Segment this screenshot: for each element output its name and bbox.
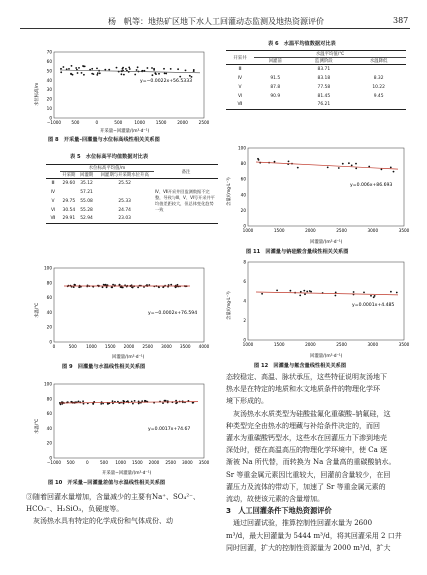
fig9-point xyxy=(170,284,172,286)
fig9-point xyxy=(119,284,121,286)
fig12-trendline xyxy=(256,292,398,295)
fig10-ytick: 60 xyxy=(46,411,52,417)
table5-cell: 24.74 xyxy=(118,207,131,213)
table6-cell: Ⅵ xyxy=(237,93,243,99)
table5-cell: 55.08 xyxy=(80,198,93,204)
fig10-point xyxy=(141,400,143,402)
table6-cell: Ⅳ xyxy=(237,75,243,81)
fig8-point xyxy=(116,67,118,69)
fig11-xtick: 2500 xyxy=(336,228,347,233)
fig9-point xyxy=(73,286,75,288)
table6-cell: 10.22 xyxy=(372,84,385,90)
fig8-point xyxy=(147,67,149,69)
fig12-point xyxy=(304,293,306,295)
fig10-point xyxy=(112,400,114,402)
fig9-point xyxy=(132,287,134,289)
fig8-point xyxy=(185,70,187,72)
fig9-point xyxy=(74,284,76,286)
table6-h-recharge: 回灌前 xyxy=(268,59,282,64)
fig10-point xyxy=(100,403,102,405)
table5-cell xyxy=(60,188,78,197)
fig11-point xyxy=(348,162,350,164)
right-text-line: 灌水为重碳酸钙型水，这些水在回灌压力下渗到地壳 xyxy=(226,434,387,443)
table5-h-recharge: 回灌期 xyxy=(79,173,94,178)
fig12-point xyxy=(353,291,355,293)
fig8-point xyxy=(78,67,80,69)
fig8-point xyxy=(89,69,91,71)
right-text-line: 渐被 Na 所代替，而转换为 Na 含量高的重碳酸钠水。 xyxy=(226,458,396,467)
fig10-point xyxy=(162,402,164,404)
fig12-point xyxy=(299,295,301,297)
fig11-trendline xyxy=(256,162,398,169)
fig8-ytick: 50 xyxy=(46,68,52,74)
fig8-xtick: 500 xyxy=(114,120,123,125)
fig8-point xyxy=(125,68,127,70)
fig12-xtick: 2500 xyxy=(336,342,347,347)
fig8-point xyxy=(68,68,70,70)
right-text-line: 灰汤热水水质类型为硅酸盐氟化重碳酸–钠氟硅，这 xyxy=(226,409,391,418)
fig11-ytick: 60 xyxy=(240,176,246,182)
fig10-point xyxy=(78,401,80,403)
fig12-xtick: 1000 xyxy=(242,342,254,347)
fig12-xtick: 3500 xyxy=(398,342,410,347)
fig8-point xyxy=(96,68,98,70)
fig12-ytick: 2 xyxy=(243,318,246,323)
fig8-xtick: 1500 xyxy=(155,120,167,125)
fig9-point xyxy=(143,286,145,288)
fig10-point xyxy=(132,403,134,405)
table5-note: Ⅳ、Ⅶ开采井回监测数据不完整，导致与Ⅲ、Ⅴ、Ⅵ号开采井平均值差距较大，但总体变化趋势一致 xyxy=(155,189,215,212)
table5-cell: 52.94 xyxy=(80,216,93,222)
page-number: 387 xyxy=(393,16,409,25)
running-header: 杨 帆等：地热矿区地下水人工回灌动态监测及地热资源评价 xyxy=(108,17,324,26)
table6-cell: Ⅴ xyxy=(238,84,242,90)
fig9-xtick: 2000 xyxy=(123,344,135,349)
fig12-point xyxy=(363,292,365,294)
fig8-point xyxy=(108,69,110,71)
right-text-line: 态较稳定、高温、脉状承压，这些特征说明灰汤地下 xyxy=(226,373,387,381)
fig11-xtick: 3500 xyxy=(398,228,410,233)
fig8-frame xyxy=(54,52,204,118)
fig8-point xyxy=(83,74,85,76)
fig9-equation: y=−0.0002x+76.594 xyxy=(148,311,198,316)
fig8-point xyxy=(63,66,65,68)
fig9-caption: 图 9 回灌量与水温线性相关关系图 xyxy=(62,364,146,370)
fig11-point xyxy=(288,161,290,163)
fig12-point xyxy=(370,295,372,297)
fig8-point xyxy=(121,73,123,75)
fig8-point xyxy=(129,68,131,70)
table5-cell: 25.52 xyxy=(118,180,131,186)
fig8-ytick: 60 xyxy=(46,58,52,64)
fig9-xtick: 1000 xyxy=(86,344,97,349)
fig8-point xyxy=(152,74,154,76)
table5-cell: Ⅶ xyxy=(50,216,56,222)
fig10-xtick: −1000 xyxy=(46,460,62,465)
table5-cell: 55.28 xyxy=(80,207,93,213)
table5-cell: 25.33 xyxy=(118,198,131,204)
table6-h-drop: 水温降低 xyxy=(369,59,388,64)
fig9-point xyxy=(168,284,170,286)
fig9-ytick: 40 xyxy=(46,309,52,315)
fig9-point xyxy=(104,284,106,286)
fig10-ytick: 80 xyxy=(46,396,52,402)
fig8-point xyxy=(163,68,165,70)
fig11-xlabel: 回灌量/(m³·d⁻¹) xyxy=(310,240,343,245)
table5-cell: Ⅴ xyxy=(51,198,55,204)
fig8-point xyxy=(193,70,195,72)
table6-cell: 77.58 xyxy=(317,84,331,90)
left-text-line: HCO₃⁻、H₂SiO₃，负硬度等。 xyxy=(26,505,124,514)
fig11-ylabel: 含量/(mg·L⁻¹) xyxy=(227,177,232,206)
fig11-point xyxy=(297,167,299,169)
left-text-line: ③随着回灌水量增加，含量减少的主要有Na⁺、SO₄²⁻、 xyxy=(26,493,200,501)
fig9-point xyxy=(175,286,177,288)
left-text-block xyxy=(26,491,218,528)
fig10-caption: 图 10 开采量−回灌量差值与水温线性相关关系图 xyxy=(48,480,166,486)
table5-h-well xyxy=(46,165,60,179)
table6-cell: Ⅶ xyxy=(237,102,243,108)
fig11-equation: y=0.006x+86.693 xyxy=(350,183,393,188)
fig12-point xyxy=(374,295,376,297)
fig12-ytick: 6 xyxy=(243,279,246,284)
fig9-xtick: 1500 xyxy=(104,344,116,349)
fig8-xlabel: 开采量−回灌量/(m³·d⁻¹) xyxy=(100,129,150,134)
fig9-ytick: 20 xyxy=(46,324,52,330)
fig8-point xyxy=(91,73,93,75)
fig10-xtick: 2000 xyxy=(148,460,160,465)
fig9-ytick: 80 xyxy=(46,280,52,286)
table6-title: 表 6 水温平均值数据对比表 xyxy=(268,41,336,47)
fig12-xtick: 1500 xyxy=(273,342,285,347)
right-text-block xyxy=(226,371,416,554)
table6-cell: 8.32 xyxy=(373,75,384,81)
fig8-point xyxy=(82,65,84,67)
table6 xyxy=(226,50,406,110)
table5-title: 表 5 水位标高平均值数据对比表 xyxy=(70,154,149,160)
fig10-point xyxy=(123,403,125,405)
fig8-xtick: −1000 xyxy=(46,120,62,125)
fig9-point xyxy=(146,284,148,286)
table5-h-diff: 回灌期与开采期水位升高 xyxy=(100,173,149,178)
fig10-point xyxy=(165,400,167,402)
fig12-point xyxy=(261,293,263,295)
fig8-point xyxy=(164,73,166,75)
fig12-point xyxy=(396,292,398,294)
fig8-point xyxy=(75,67,77,69)
fig8-point xyxy=(71,65,73,67)
table6-cell: 9.45 xyxy=(373,93,384,99)
fig9-ylabel: 水温/℃ xyxy=(35,302,40,318)
fig9-point xyxy=(177,284,179,286)
fig8-ytick: 10 xyxy=(46,106,52,112)
fig9-frame xyxy=(54,268,204,342)
fig8-point xyxy=(191,76,193,78)
table5-cell xyxy=(95,188,154,197)
fig12-xtick: 2000 xyxy=(305,342,316,347)
table6-cell: Ⅲ xyxy=(238,66,242,72)
fig11-xtick: 1500 xyxy=(273,228,285,233)
right-text-line: Sr 等重金属元素因比重较大，回灌前含量较少，在回 xyxy=(226,470,391,479)
fig8-ytick: 0 xyxy=(49,115,52,121)
fig8-point xyxy=(77,72,79,74)
fig8-point xyxy=(60,68,62,70)
fig9-xtick: 2500 xyxy=(142,344,154,349)
table6-cell: 76.21 xyxy=(317,102,331,108)
fig8-point xyxy=(123,74,125,76)
fig8-point xyxy=(177,68,179,70)
right-text-line: m³/d，最大回灌量为 5444 m³/d，将其回灌采用 2 口井 xyxy=(226,531,402,540)
table6-cell xyxy=(254,101,296,110)
right-text-line: 热水是在特定的地质和水文地质条件的物理化学环 xyxy=(226,385,380,394)
fig8-point xyxy=(122,67,124,69)
table6-cell: 83.18 xyxy=(317,75,331,81)
fig11-point xyxy=(381,169,383,171)
fig11-ytick: 100 xyxy=(238,145,246,151)
fig8-ylabel: 水位标高/m xyxy=(35,82,40,106)
right-text-line: 通过回灌试验，推算控制性回灌水量为 2600 xyxy=(226,519,373,528)
fig10-xtick: 0 xyxy=(85,460,89,465)
fig9-point xyxy=(137,287,139,289)
fig10-xtick: 2500 xyxy=(165,460,177,465)
fig8-ytick: 20 xyxy=(46,96,52,102)
fig9-ytick: 60 xyxy=(46,295,52,301)
fig10-xtick: 1000 xyxy=(115,460,127,465)
fig8-point xyxy=(153,69,155,71)
fig8-point xyxy=(97,72,99,74)
fig10-ytick: 40 xyxy=(46,425,52,431)
fig10-chart xyxy=(30,378,210,476)
fig11-point xyxy=(368,166,370,168)
table5-cell: Ⅲ xyxy=(51,180,55,186)
table6-h-well: 开采井 xyxy=(233,55,247,61)
fig8-point xyxy=(136,69,138,71)
fig8-point xyxy=(60,71,62,73)
fig10-xtick: 3500 xyxy=(198,460,210,465)
table6-cell: 87.8 xyxy=(270,84,281,90)
table6-cell xyxy=(254,65,296,74)
fig9-ytick: 0 xyxy=(49,339,52,345)
fig10-point xyxy=(82,400,84,402)
fig9-xlabel: 回灌量/(m³·d⁻¹) xyxy=(112,355,145,360)
right-text-line: 种类型完全由热水的埋藏与补给条件决定的，而回 xyxy=(226,421,380,430)
table6-cell: 83.71 xyxy=(317,66,331,72)
fig10-ytick: 20 xyxy=(46,440,52,446)
fig9-point xyxy=(102,286,104,288)
fig9-ytick: 100 xyxy=(44,265,52,271)
table5-cell: 29.75 xyxy=(62,198,76,204)
fig11-point xyxy=(342,163,344,165)
table5-cell: 35.12 xyxy=(80,180,93,186)
table6-h-monitor: 监测阶段 xyxy=(315,59,333,64)
fig11-ytick: 20 xyxy=(240,207,246,213)
fig11-point xyxy=(351,165,353,167)
fig12-ylabel: 含量/(mg·L⁻¹) xyxy=(227,291,232,320)
fig8-chart xyxy=(30,48,210,134)
fig8-ytick: 30 xyxy=(46,87,52,93)
fig8-xtick: 0 xyxy=(95,120,99,125)
fig11-point xyxy=(393,171,395,173)
fig10-point xyxy=(175,400,177,402)
fig11-xtick: 2000 xyxy=(305,228,316,233)
fig11-point xyxy=(327,167,329,169)
fig12-ytick: 4 xyxy=(243,298,246,304)
fig8-equation: y=−0.0022x+56.5333 xyxy=(140,79,193,84)
fig8-point xyxy=(170,68,172,70)
fig10-frame xyxy=(54,384,204,458)
fig9-point xyxy=(111,286,113,288)
fig9-chart xyxy=(30,262,210,360)
fig10-equation: y=0.0017x+74.67 xyxy=(148,427,191,432)
fig8-point xyxy=(72,74,74,76)
fig9-xtick: 3000 xyxy=(161,344,172,349)
fig8-point xyxy=(155,73,157,75)
section-3-heading: 3 人工回灌条件下地热资源评价 xyxy=(226,506,332,516)
fig10-ytick: 0 xyxy=(49,455,52,461)
fig12-xlabel: 回灌量/(m³·d⁻¹) xyxy=(310,354,343,359)
fig11-xtick: 1000 xyxy=(242,228,254,233)
fig11-xtick: 3000 xyxy=(367,228,379,233)
fig12-point xyxy=(290,290,292,292)
table5-h-period: 开采期 xyxy=(62,173,76,178)
fig9-xtick: 500 xyxy=(68,344,77,349)
fig12-chart xyxy=(222,256,412,360)
fig12-point xyxy=(303,290,305,292)
fig10-ytick: 100 xyxy=(44,381,52,387)
fig8-ytick: 40 xyxy=(46,77,52,83)
fig8-caption: 图 8 开采量–回灌量与水位标高线性相关关系图 xyxy=(48,137,160,143)
table5-h-note: 备注 xyxy=(181,169,191,175)
fig9-point xyxy=(158,286,160,288)
right-text-line: 同时回灌，扩大的控制性资源量为 2000 m³/d，扩大 xyxy=(226,543,391,552)
table6-cell: 91.5 xyxy=(270,75,281,81)
fig8-point xyxy=(99,72,101,74)
table6-cell xyxy=(351,65,406,74)
table5-head-group: 水位标高平均值/m xyxy=(60,165,154,172)
fig10-xtick: 500 xyxy=(66,460,75,465)
fig8-point xyxy=(104,69,106,71)
fig10-point xyxy=(134,400,136,402)
fig10-ylabel: 水温/℃ xyxy=(35,418,40,434)
fig11-point xyxy=(257,158,259,160)
fig12-point xyxy=(300,291,302,293)
table6-cell: 81.45 xyxy=(317,93,331,99)
fig11-point xyxy=(390,167,392,169)
fig11-ytick: 0 xyxy=(243,223,246,229)
fig9-point xyxy=(112,284,114,286)
fig12-frame xyxy=(248,262,404,340)
table5-cell: 29.60 xyxy=(62,180,76,186)
fig8-xtick: 2500 xyxy=(198,120,210,125)
fig12-point xyxy=(390,291,392,293)
left-text-line: 灰汤热水具有特定的化学成份和气体成份、动 xyxy=(26,517,173,526)
fig12-equation: y=0.0001x+4.485 xyxy=(352,303,395,308)
fig8-point xyxy=(81,72,83,74)
fig8-xtick: 2000 xyxy=(177,120,188,125)
right-text-line: 深处时，便在高温高压的物理化学环境中，使 Ca 逐 xyxy=(226,446,387,455)
fig12-ytick: 8 xyxy=(243,259,246,265)
fig8-point xyxy=(128,67,130,69)
fig8-xtick: 1000 xyxy=(134,120,146,125)
fig10-xtick: 3000 xyxy=(181,460,193,465)
fig11-ytick: 80 xyxy=(240,161,246,167)
header-rule xyxy=(20,28,410,29)
fig8-point xyxy=(179,76,181,78)
fig9-point xyxy=(122,287,124,289)
right-text-line: 灌压力及流体的带动下，加速了 Sr 等重金属元素的 xyxy=(226,482,386,491)
table5-cell: 57.21 xyxy=(80,189,93,195)
table6-head-group: 水温平均值/℃ xyxy=(254,51,406,58)
fig12-point xyxy=(335,295,337,297)
fig9-xtick: 4000 xyxy=(198,344,210,349)
fig8-xtick: 500 xyxy=(71,120,80,125)
fig8-point xyxy=(165,73,167,75)
fig11-point xyxy=(355,168,357,170)
fig8-point xyxy=(189,75,191,77)
fig12-point xyxy=(335,292,337,294)
fig11-point xyxy=(274,161,276,163)
fig8-point xyxy=(151,67,153,69)
fig10-point xyxy=(60,404,62,406)
fig9-xtick: 3500 xyxy=(179,344,191,349)
fig8-point xyxy=(137,66,139,68)
fig12-ytick: 0 xyxy=(243,337,246,343)
fig11-point xyxy=(355,163,357,165)
table6-cell: 90.9 xyxy=(270,93,281,99)
table5-cell: 23.03 xyxy=(118,216,131,222)
table5-cell: Ⅳ xyxy=(50,189,56,195)
table5-cell: Ⅵ xyxy=(50,207,56,213)
fig10-xlabel: 开采量−回灌量/(m³·d⁻¹) xyxy=(102,471,152,476)
right-text-line: 境下形成的。 xyxy=(226,397,268,406)
fig11-ytick: 40 xyxy=(240,192,246,198)
table6-cell xyxy=(351,101,406,110)
fig11-chart xyxy=(222,142,412,246)
table5 xyxy=(46,164,218,224)
fig8-ytick: 70 xyxy=(46,49,52,55)
fig8-point xyxy=(134,74,136,76)
fig11-point xyxy=(338,167,340,169)
table5-cell: 29.91 xyxy=(62,216,76,222)
fig9-point xyxy=(148,284,150,286)
table5-cell: 30.54 xyxy=(62,207,76,213)
fig12-caption: 图 12 回灌量与氟含量线性相关关系图 xyxy=(254,363,347,369)
fig8-point xyxy=(96,74,98,76)
fig10-xtick: 500 xyxy=(100,460,108,465)
fig8-point xyxy=(158,73,160,75)
fig10-xtick: 1500 xyxy=(131,460,143,465)
fig12-xtick: 3000 xyxy=(367,342,379,347)
right-text-line: 流动，故使该元素的含量增加。 xyxy=(226,495,324,504)
fig9-point xyxy=(120,286,122,288)
fig8-point xyxy=(91,68,93,70)
fig9-xtick: 0 xyxy=(52,344,56,349)
fig12-point xyxy=(309,290,311,292)
fig11-caption: 图 11 回灌量与钠硅酸含量线性相关关系图 xyxy=(246,249,349,255)
fig12-point xyxy=(276,290,278,292)
fig12-point xyxy=(306,291,308,293)
